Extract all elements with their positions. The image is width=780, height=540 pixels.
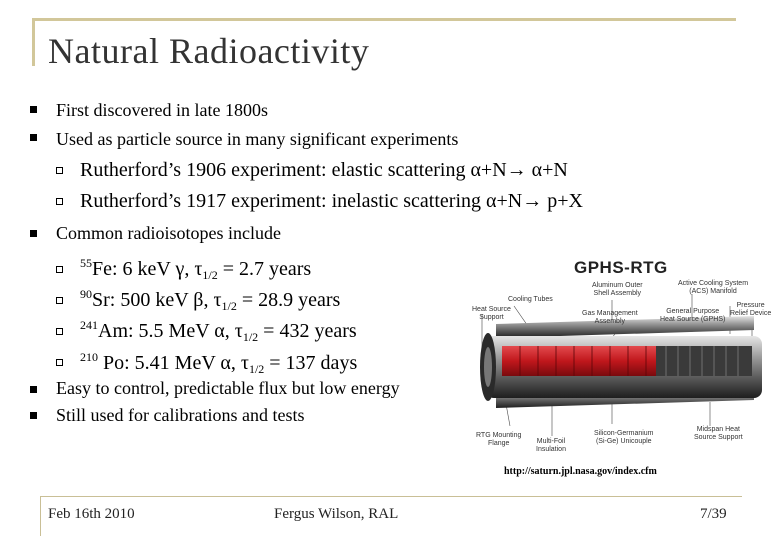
- label-cooling-tubes: Cooling Tubes: [508, 296, 553, 303]
- sub-bullet-marker: [56, 198, 63, 205]
- sub-bullet-rutherford-1906: Rutherford’s 1906 experiment: elastic scattering α+N→ α+N: [80, 159, 568, 181]
- sub-bullet-marker: [56, 266, 63, 273]
- label-pressure-relief-device: Pressure Relief Device: [730, 302, 772, 317]
- footer-date: Feb 16th 2010: [48, 506, 135, 522]
- isotope-po210: $^{210}$ Po: 5.41 MeV α, $\tau_{1/2} = 137$ days: [80, 350, 358, 376]
- bullet-marker: [30, 412, 37, 419]
- isotope-sr90: $^{90}$Sr: 500 keV β, $\tau_{1/2} = 28.9$ years: [80, 287, 341, 313]
- bullet-easy-control: Easy to control, predictable flux but low energy: [56, 378, 400, 398]
- sub-bullet-marker: [56, 328, 63, 335]
- isotope-am241: $^{241}$Am: 5.5 MeV α, $\tau_{1/2} = 432$ years: [80, 318, 357, 344]
- figure-title: GPHS-RTG: [574, 258, 668, 277]
- label-heat-source-support: Heat Source Support: [472, 306, 511, 321]
- label-gas-management-assembly: Gas Management Assembly: [582, 310, 638, 325]
- title-frame-left: [32, 18, 35, 66]
- sub-bullet-rutherford-1917: Rutherford’s 1917 experiment: inelastic scattering α+N→ p+X: [80, 190, 583, 212]
- isotope-fe55: $^{55}$Fe: 6 keV γ, $\tau_{1/2} = 2.7$ years: [80, 256, 312, 282]
- footer-rule: [40, 496, 742, 497]
- label-general-purpose-heat-source: General Purpose Heat Source (GPHS): [660, 308, 726, 323]
- label-aluminum-outer-shell: Aluminum Outer Shell Assembly: [592, 282, 643, 297]
- slide-title: Natural Radioactivity: [48, 31, 370, 71]
- footer-page-number: 7/39: [700, 506, 727, 522]
- label-rtg-mounting-flange: RTG Mounting Flange: [476, 432, 522, 447]
- label-silicon-germanium-unicouple: Silicon-Germanium (Si-Ge) Unicouple: [594, 430, 654, 445]
- source-url[interactable]: http://saturn.jpl.nasa.gov/index.cfm: [504, 466, 657, 477]
- label-midspan-heat-source-support: Midspan Heat Source Support: [694, 426, 743, 441]
- label-active-cooling-system: Active Cooling System (ACS) Manifold: [678, 280, 749, 295]
- footer-author: Fergus Wilson, RAL: [274, 506, 399, 522]
- bullet-calibrations: Still used for calibrations and tests: [56, 405, 305, 425]
- bullet-particle-source: Used as particle source in many significant experiments: [56, 129, 459, 149]
- bullet-radioisotopes: Common radioisotopes include: [56, 223, 281, 243]
- bullet-marker: [30, 134, 37, 141]
- bullet-marker: [30, 386, 37, 393]
- footer-rule-tick: [40, 496, 41, 536]
- bullet-marker: [30, 106, 37, 113]
- label-multi-foil-insulation: Multi-Foil Insulation: [536, 438, 566, 453]
- sub-bullet-marker: [56, 359, 63, 366]
- bullet-discovered: First discovered in late 1800s: [56, 100, 268, 120]
- sub-bullet-marker: [56, 297, 63, 304]
- sub-bullet-marker: [56, 167, 63, 174]
- bullet-marker: [30, 230, 37, 237]
- title-frame-top: [32, 18, 736, 21]
